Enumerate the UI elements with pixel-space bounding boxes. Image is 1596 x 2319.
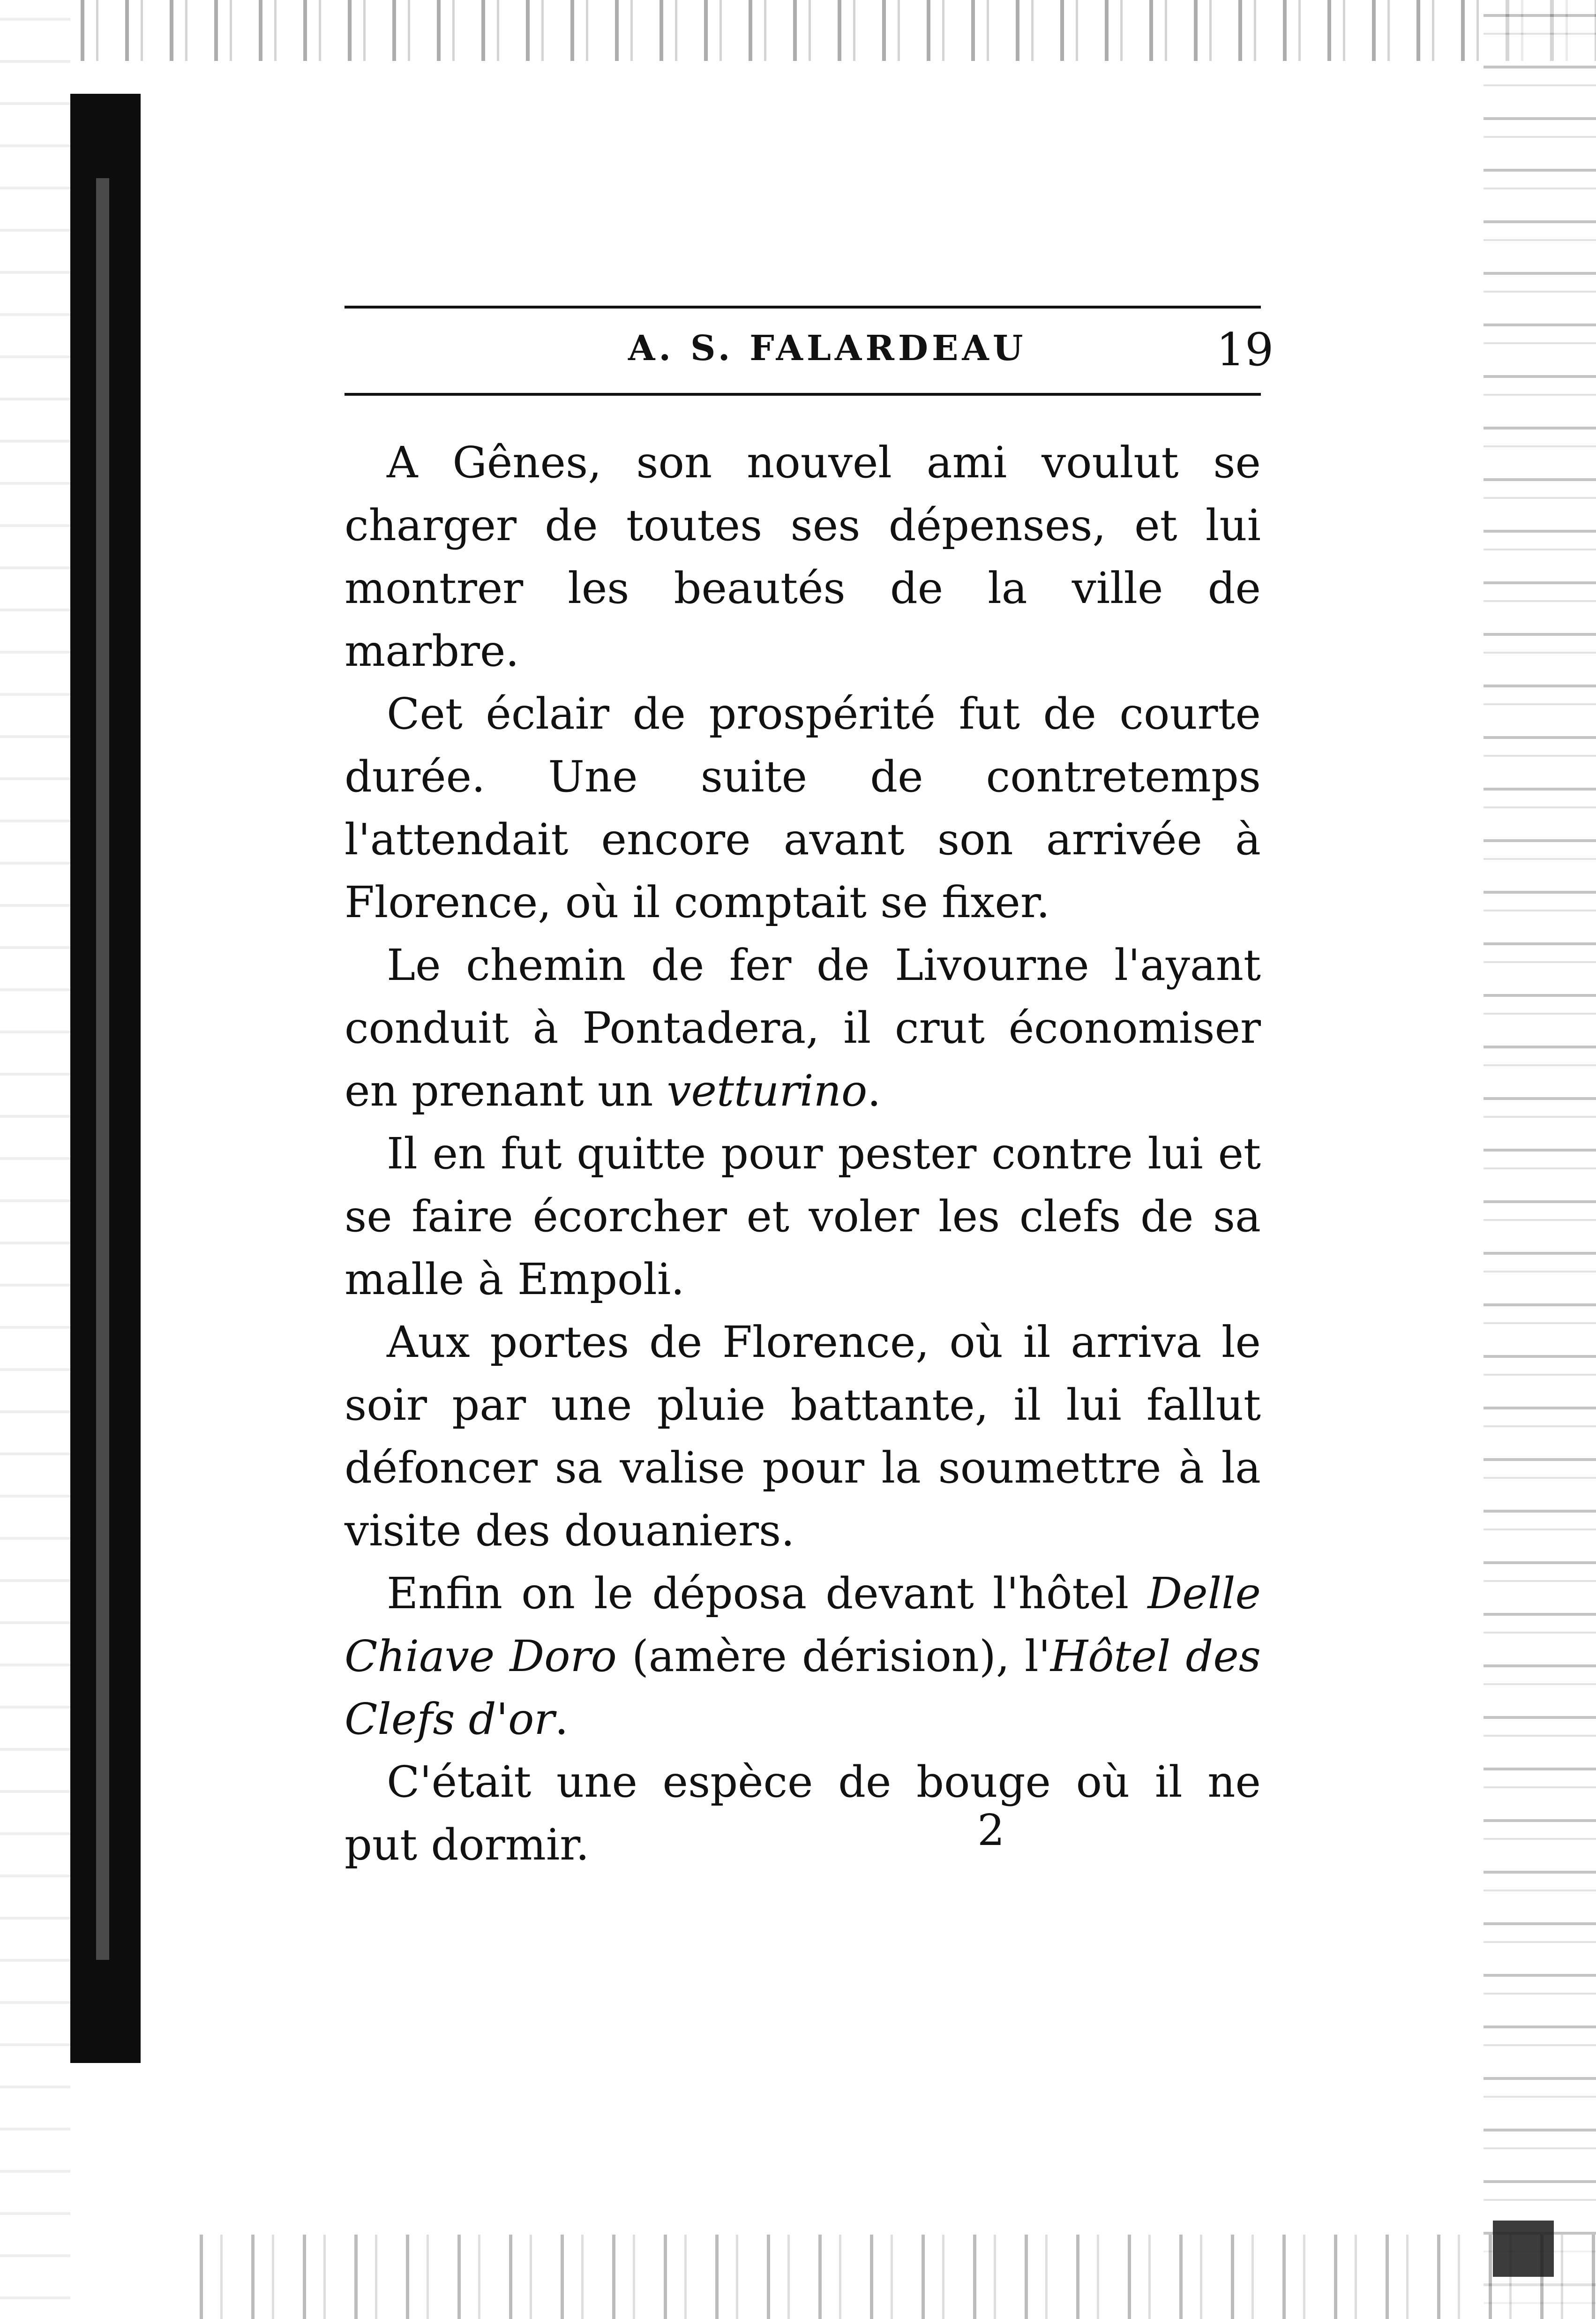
page-number: 19 (1216, 324, 1274, 376)
scan-top-edge (70, 0, 1596, 61)
paragraph-text: A Gênes, son nouvel ami voulut se charger de toutes ses dépenses, et lui montrer les beautés de la ville de marbre. (345, 437, 1261, 676)
paragraph-text: . (554, 1694, 569, 1744)
book-spine-highlight (96, 178, 109, 1960)
paragraph (345, 431, 1261, 683)
paragraph-text: Aux portes de Florence, où il arriva le soir par une pluie battante, il lui fallut défoncer sa valise pour la soumettre à la visite des douaniers. (345, 1317, 1261, 1556)
paragraph-text: Cet éclair de prospérité fut de courte durée. Une suite de contretemps l'attendait encore avant son arrivée à Florence, où il comptait se fixer. (345, 689, 1261, 927)
running-head: A. S. FALARDEAU (628, 328, 1027, 369)
paragraph (345, 683, 1261, 934)
italic-text: Hôtel des Clefs d'or (345, 1631, 1261, 1744)
scan-right-edge (1484, 0, 1596, 2319)
italic-text: vetturino (667, 1066, 868, 1116)
header-rule-top (345, 306, 1261, 309)
paragraph-text: . (867, 1066, 881, 1116)
italic-text: Delle Chiave Doro (345, 1568, 1261, 1681)
paragraph (345, 1311, 1261, 1562)
paragraph-text: Enfin on le déposa devant l'hôtel (387, 1568, 1148, 1619)
signature-mark: 2 (977, 1805, 1005, 1855)
paragraph (345, 1751, 1261, 1876)
header-rule-bottom (345, 393, 1261, 396)
scan-left-margin (0, 0, 70, 2319)
paragraph-text: (amère dérision), l' (616, 1631, 1050, 1681)
scan-bottom-edge (187, 2235, 1596, 2319)
scan-corner-shadow (1493, 2221, 1554, 2277)
paragraph-text: C'était une espèce de bouge où il ne put dormir. (345, 1757, 1261, 1870)
paragraph-text: Le chemin de fer de Livourne l'ayant conduit à Pontadera, il crut économiser en prenant un (345, 940, 1261, 1116)
paragraph (345, 1562, 1261, 1751)
paragraph (345, 1122, 1261, 1311)
body-text (345, 431, 1261, 1876)
paragraph (345, 934, 1261, 1122)
paragraph-text: Il en fut quitte pour pester contre lui et se faire écorcher et voler les clefs de sa malle à Empoli. (345, 1129, 1261, 1304)
